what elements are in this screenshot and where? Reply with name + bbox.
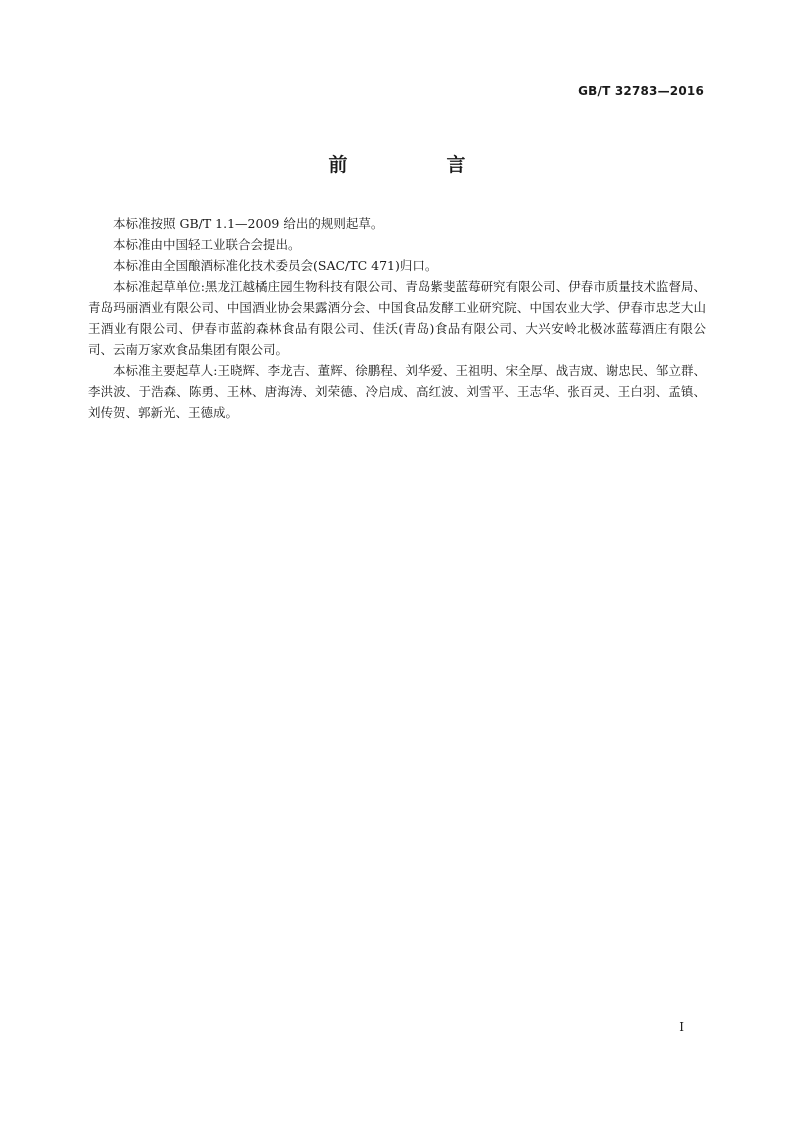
paragraph-administrator: 本标准由全国酿酒标准化技术委员会(SAC/TC 471)归口。 [113, 258, 438, 273]
page-number: I [679, 1020, 684, 1034]
paragraph-drafting-units: 本标准起草单位:黑龙江越橘庄园生物科技有限公司、青岛紫斐蓝莓研究有限公司、伊春市质量技术监督局、青岛玛丽酒业有限公司、中国酒业协会果露酒分会、中国食品发酵工业研究院、中国农业大学、伊春市忠芝大山王酒业有限公司、伊春市蓝韵森林食品有限公司、佳沃(青岛)食品有限公司、大兴安岭北极冰蓝莓酒庄有限公司、云南万家欢食品集团有限公司。 [88, 279, 706, 357]
page-title: 前 言 [328, 154, 506, 176]
foreword-body [88, 213, 706, 423]
paragraph-drafters: 本标准主要起草人:王晓辉、李龙吉、董辉、徐鹏程、刘华爱、王祖明、宋全厚、战吉宬、谢忠民、邹立群、李洪波、于浩森、陈勇、王林、唐海涛、刘荣德、冷启成、高红波、刘雪平、王志华、张百灵、王白羽、孟镇、刘传贺、郭新光、王德成。 [88, 363, 706, 420]
paragraph-drafting-rules: 本标准按照 GB/T 1.1—2009 给出的规则起草。 [113, 216, 384, 231]
standard-code: GB/T 32783—2016 [578, 84, 704, 98]
paragraph-proposer: 本标准由中国轻工业联合会提出。 [113, 237, 301, 252]
